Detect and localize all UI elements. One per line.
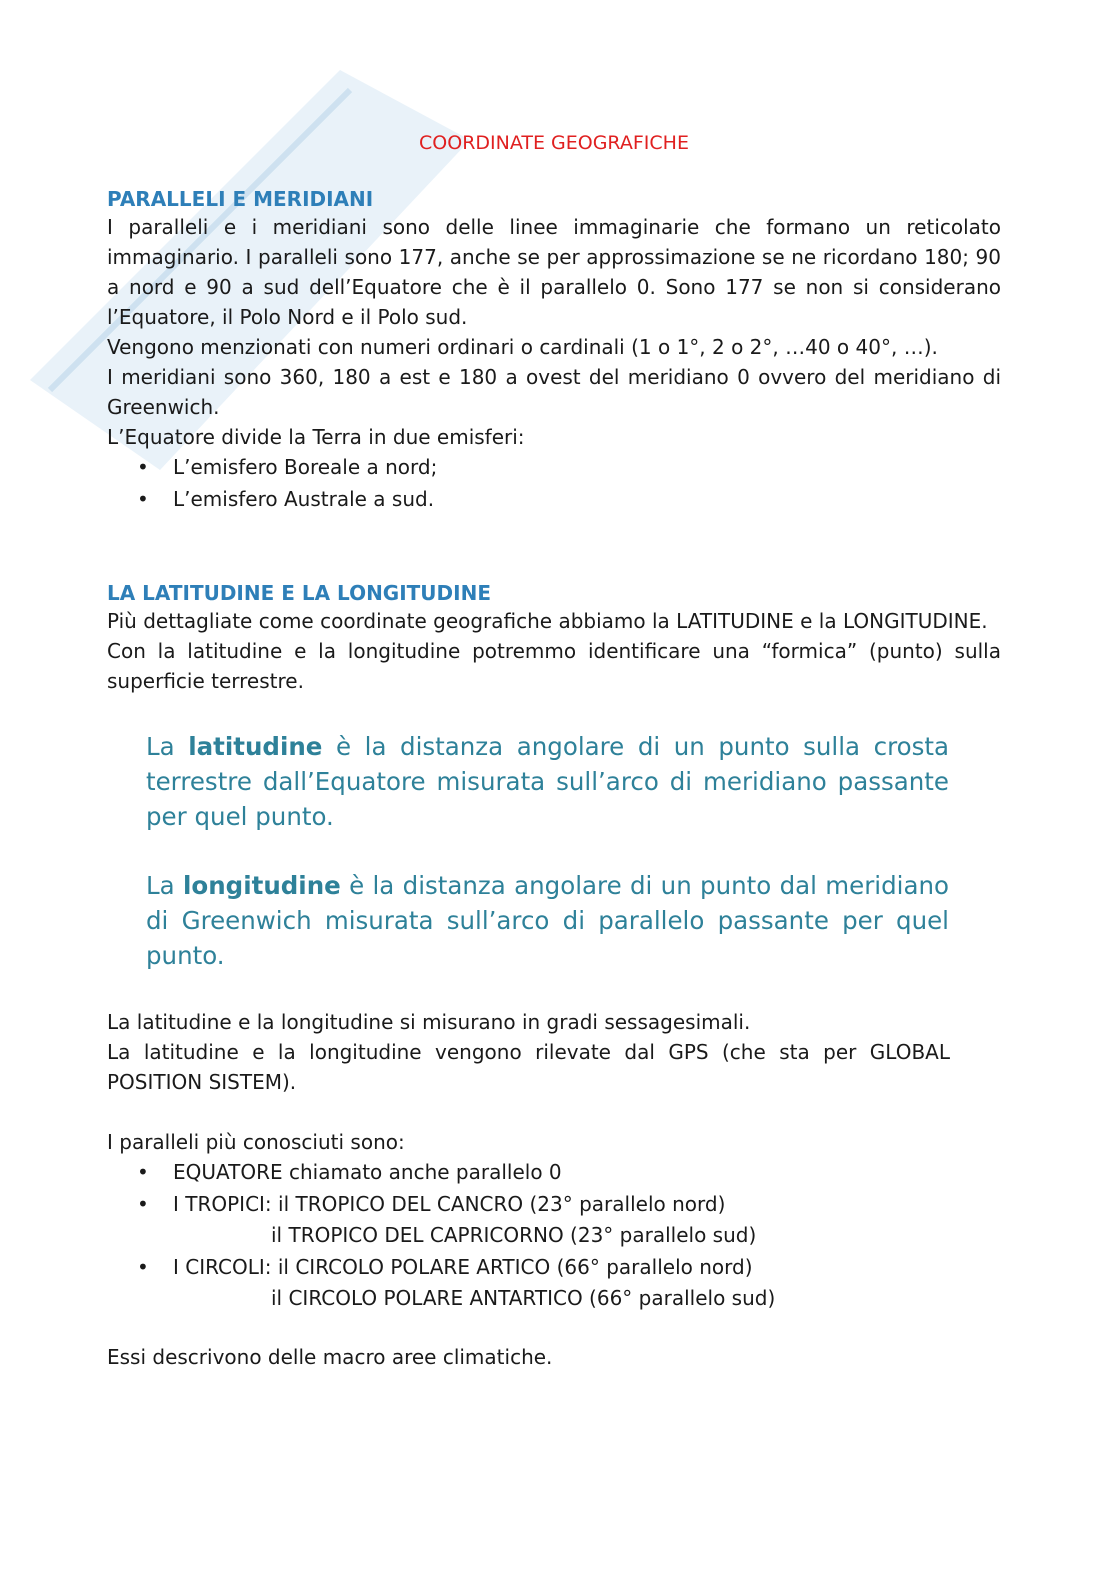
- definition-text: è la distanza angolare di un punto sulla crosta terrestre dall’Equatore misurata sull’arco di meridiano passante per quel punto.: [146, 732, 949, 831]
- list-item: [107, 484, 1001, 516]
- list-item: [107, 1189, 1001, 1221]
- list-item: [107, 1157, 1001, 1189]
- definition-term: latitudine: [188, 732, 323, 761]
- section-latitudine-longitudine: [107, 580, 1001, 696]
- bullet-icon: •: [137, 455, 149, 479]
- paragraph: I meridiani sono 360, 180 a est e 180 a ovest del meridiano 0 ovvero del meridiano di Greenwich.: [107, 365, 1001, 419]
- definition-text: è la distanza angolare di un punto dal meridiano di Greenwich misurata sull’arco di parallelo passante per quel punto.: [146, 871, 949, 970]
- bullet-list: [107, 1252, 1001, 1284]
- list-item: [107, 452, 1001, 484]
- paragraph: Con la latitudine e la longitudine potremmo identificare una “formica” (punto) sulla superficie terrestre.: [107, 639, 1001, 693]
- section-paralleli-meridiani: [107, 186, 1001, 515]
- list-item: [107, 1252, 1001, 1284]
- paragraph: I paralleli e i meridiani sono delle linee immaginarie che formano un reticolato immaginario. I paralleli sono 177, anche se per approssimazione se ne ricordano 180; 90 a nord e 90 a sud dell’Equatore che è il parallelo 0. Sono 177 se non si considerano l’Equatore, il Polo Nord e il Polo sud.: [107, 215, 1001, 329]
- definition-latitude: [146, 729, 949, 834]
- paragraph: Più dettagliate come coordinate geografiche abbiamo la LATITUDINE e la LONGITUDINE.: [107, 609, 988, 633]
- document-title: COORDINATE GEOGRAFICHE: [419, 132, 689, 154]
- paragraph: La latitudine e la longitudine si misurano in gradi sessagesimali.: [107, 1010, 751, 1034]
- list-item-continuation: il TROPICO DEL CAPRICORNO (23° parallelo sud): [271, 1223, 757, 1247]
- definition-prefix: La: [146, 871, 183, 900]
- section-gps: [107, 1007, 1001, 1097]
- section-heading: LA LATITUDINE E LA LONGITUDINE: [107, 581, 491, 605]
- paragraph: L’Equatore divide la Terra in due emisferi:: [107, 425, 525, 449]
- bullet-icon: •: [137, 486, 149, 511]
- list-item-text: EQUATORE chiamato anche parallelo 0: [173, 1160, 562, 1184]
- bullet-icon: •: [137, 1160, 149, 1184]
- bullet-list: [107, 1157, 1001, 1220]
- list-item-text: I CIRCOLI: il CIRCOLO POLARE ARTICO (66° parallelo nord): [173, 1254, 753, 1279]
- closing-paragraph: Essi descrivono delle macro aree climatiche.: [107, 1345, 553, 1369]
- bullet-icon: •: [137, 1254, 149, 1279]
- paragraph: La latitudine e la longitudine vengono rilevate dal GPS (che sta per GLOBAL POSITION SISTEM).: [107, 1040, 950, 1094]
- section-heading: PARALLELI E MERIDIANI: [107, 187, 374, 211]
- list-item-text: L’emisfero Boreale a nord;: [173, 455, 438, 479]
- bullet-icon: •: [137, 1191, 149, 1216]
- definition-prefix: La: [146, 732, 189, 761]
- definition-term: longitudine: [183, 871, 341, 900]
- list-item-continuation: il CIRCOLO POLARE ANTARTICO (66° parallelo sud): [271, 1286, 776, 1310]
- bullet-list: [107, 452, 1001, 515]
- list-item-text: L’emisfero Australe a sud.: [173, 486, 435, 511]
- list-item-text: I TROPICI: il TROPICO DEL CANCRO (23° parallelo nord): [173, 1191, 726, 1216]
- paragraph: I paralleli più conosciuti sono:: [107, 1130, 405, 1154]
- paragraph: Vengono menzionati con numeri ordinari o cardinali (1 o 1°, 2 o 2°, …40 o 40°, …).: [107, 335, 938, 359]
- section-paralleli-conosciuti: [107, 1127, 1001, 1315]
- definition-longitude: [146, 868, 949, 973]
